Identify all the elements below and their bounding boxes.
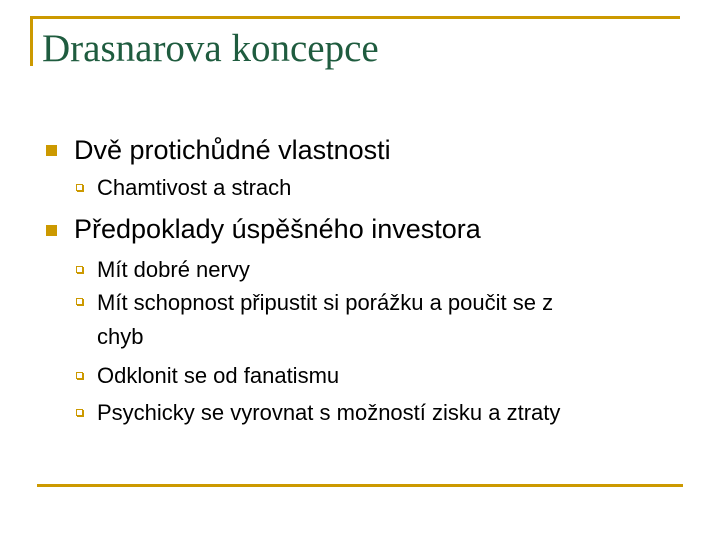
hollow-square-bullet-icon — [76, 298, 83, 305]
hollow-square-bullet-icon — [76, 372, 83, 379]
sub-bullet-text: Odklonit se od fanatismu — [97, 363, 340, 388]
slide-title: Drasnarova koncepce — [42, 27, 379, 70]
hollow-square-bullet-icon — [76, 184, 83, 191]
sub-bullet-text: Chamtivost a strach — [97, 175, 292, 200]
sub-bullet-text-continued: chyb — [97, 324, 144, 349]
hollow-square-bullet-icon — [76, 409, 83, 416]
hollow-square-bullet-icon — [76, 266, 83, 273]
bullet-text: Dvě protichůdné vlastnosti — [74, 135, 391, 165]
bullet-text: Předpoklady úspěšného investora — [74, 214, 481, 244]
sub-bullet-text: Mít schopnost připustit si porážku a poučit se z — [97, 290, 554, 315]
square-bullet-icon — [46, 225, 57, 236]
sub-bullet-text: Mít dobré nervy — [97, 257, 250, 282]
square-bullet-icon — [46, 145, 57, 156]
sub-bullet-text: Psychicky se vyrovnat s možností zisku a ztraty — [97, 400, 561, 425]
